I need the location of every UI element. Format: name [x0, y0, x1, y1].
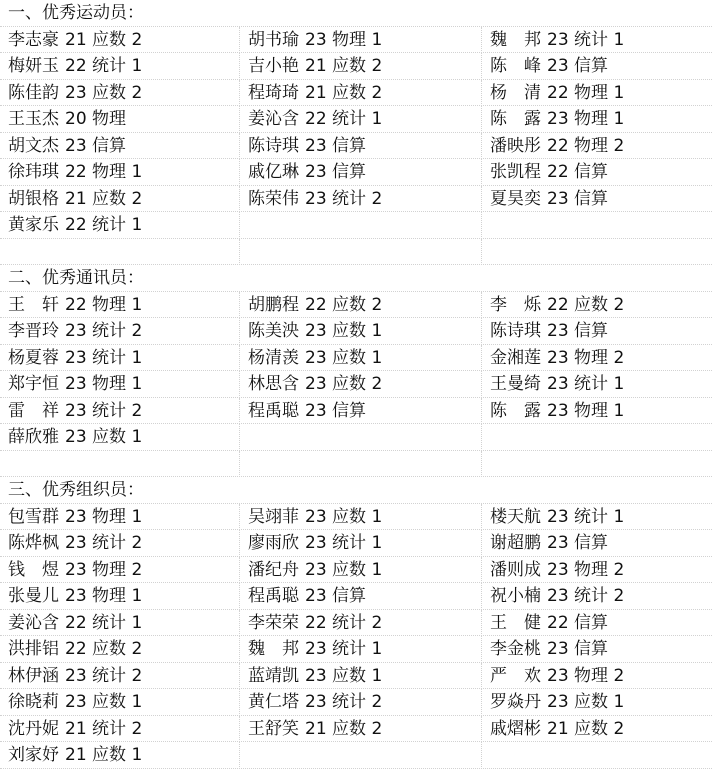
awardee-cell[interactable]	[482, 583, 712, 610]
awardee-class: 22 信算	[547, 162, 609, 182]
awardee-cell[interactable]	[0, 716, 240, 743]
awardee-class: 23 应数 1	[305, 559, 383, 580]
awardee-class: 22 物理 1	[65, 294, 143, 315]
awardee-cell[interactable]	[482, 212, 712, 239]
awardee-class: 23 统计 2	[65, 321, 143, 341]
awardee-name: 夏昊奕	[490, 188, 541, 209]
awardee-class: 23 应数 1	[65, 427, 143, 447]
awardee-cell[interactable]	[0, 345, 240, 372]
awardee-name: 王曼绮	[490, 374, 541, 394]
empty-cell[interactable]	[0, 451, 240, 478]
name-row	[0, 53, 712, 80]
awardee-class: 23 应数 2	[65, 82, 143, 103]
name-row	[0, 424, 712, 451]
section-title: 二、优秀通讯员：	[8, 268, 144, 288]
awardee-class: 23 信算	[305, 162, 367, 182]
awardee-name: 徐晓莉	[8, 692, 59, 712]
awardee-name: 谢超鹏	[490, 533, 541, 553]
awardee-cell[interactable]	[482, 689, 712, 716]
awardee-name: 张曼儿	[8, 586, 59, 606]
name-row	[0, 689, 712, 716]
awardee-cell[interactable]	[0, 292, 240, 319]
awardee-class: 23 信算	[65, 135, 127, 156]
awardee-class: 21 统计 2	[65, 718, 143, 739]
name-row	[0, 27, 712, 54]
awardee-class: 23 物理 2	[65, 559, 143, 580]
name-row	[0, 742, 712, 769]
awardee-cell[interactable]	[0, 610, 240, 637]
awardee-cell[interactable]	[482, 345, 712, 372]
awardee-cell[interactable]	[482, 663, 712, 690]
awardee-class: 23 物理 1	[305, 29, 383, 50]
awardee-cell[interactable]	[240, 610, 482, 637]
awardee-name: 楼天航	[490, 506, 541, 527]
awardee-name: 郑宇恒	[8, 374, 59, 394]
awardee-name: 陈 露	[490, 109, 541, 129]
awardee-class: 23 信算	[547, 321, 609, 341]
awardee-name: 李 烁	[490, 294, 541, 315]
awardee-cell[interactable]	[240, 557, 482, 584]
awardee-name: 林伊涵	[8, 665, 59, 686]
awardee-class: 23 统计 2	[65, 533, 143, 553]
awardee-name: 李志豪	[8, 29, 59, 50]
empty-cell[interactable]	[482, 239, 712, 266]
awardee-class: 23 统计 1	[547, 506, 625, 527]
awardee-cell[interactable]	[482, 398, 712, 425]
awardee-name: 潘纪舟	[248, 559, 299, 580]
name-row	[0, 212, 712, 239]
name-row	[0, 716, 712, 743]
awardee-name: 包雪群	[8, 506, 59, 527]
awardee-class: 23 应数 1	[305, 506, 383, 527]
awardee-cell[interactable]	[240, 663, 482, 690]
awardee-cell[interactable]	[240, 80, 482, 107]
awardee-class: 23 统计 1	[547, 374, 625, 394]
awardee-name: 薛欣雅	[8, 427, 59, 447]
awardee-class: 23 应数 2	[305, 374, 383, 394]
awardee-cell[interactable]	[240, 345, 482, 372]
awardee-cell[interactable]	[482, 159, 712, 186]
awardee-name: 洪排铝	[8, 639, 59, 659]
blank-row	[0, 451, 712, 478]
awardee-cell[interactable]	[240, 212, 482, 239]
awardee-name: 程禹聪	[248, 586, 299, 606]
awardee-cell[interactable]	[240, 689, 482, 716]
name-row	[0, 557, 712, 584]
name-row	[0, 133, 712, 160]
name-row	[0, 159, 712, 186]
awardee-cell[interactable]	[0, 80, 240, 107]
awardee-class: 23 统计 2	[65, 665, 143, 686]
awardee-cell[interactable]	[240, 159, 482, 186]
awardee-name: 魏 邦	[248, 639, 299, 659]
awardee-cell[interactable]	[0, 689, 240, 716]
awardee-name: 李金桃	[490, 639, 541, 659]
awardee-name: 程禹聪	[248, 400, 299, 421]
awardee-cell[interactable]	[240, 504, 482, 531]
awardee-class: 23 统计 1	[65, 347, 143, 368]
awardee-name: 黄家乐	[8, 215, 59, 235]
awardee-name: 陈美泱	[248, 321, 299, 341]
awardee-class: 21 应数 2	[305, 82, 383, 103]
awardee-cell[interactable]	[482, 80, 712, 107]
awardee-class: 22 应数 2	[305, 294, 383, 315]
awardee-cell[interactable]	[0, 557, 240, 584]
awardee-cell[interactable]	[240, 398, 482, 425]
name-row	[0, 80, 712, 107]
awardee-cell[interactable]	[240, 583, 482, 610]
awardee-cell[interactable]	[0, 53, 240, 80]
awardee-name: 祝小楠	[490, 586, 541, 606]
empty-cell[interactable]	[240, 451, 482, 478]
awardee-class: 23 统计 1	[547, 29, 625, 50]
awardee-cell[interactable]	[240, 742, 482, 769]
section-title: 一、优秀运动员：	[8, 3, 144, 23]
section-title-row	[0, 265, 712, 292]
awardee-name: 陈 露	[490, 400, 541, 421]
awardee-cell[interactable]	[482, 53, 712, 80]
awardee-name: 潘映彤	[490, 135, 541, 156]
awardee-class: 23 统计 2	[305, 188, 383, 209]
name-row	[0, 186, 712, 213]
empty-cell[interactable]	[0, 239, 240, 266]
awardee-class: 23 应数 1	[65, 692, 143, 712]
awardee-cell[interactable]	[240, 424, 482, 451]
awardee-name: 戚熠彬	[490, 718, 541, 739]
awardee-name: 程琦琦	[248, 82, 299, 103]
awardee-class: 22 统计 1	[305, 109, 383, 129]
awardee-cell[interactable]	[482, 318, 712, 345]
awardee-class: 22 统计 1	[65, 56, 143, 76]
name-row	[0, 530, 712, 557]
awardee-name: 胡书瑜	[248, 29, 299, 50]
awardee-class: 22 应数 2	[547, 294, 625, 315]
awardee-cell[interactable]	[482, 610, 712, 637]
awardee-class: 23 物理 1	[547, 109, 625, 129]
awardee-name: 陈荣伟	[248, 188, 299, 209]
awardee-name: 戚亿琳	[248, 162, 299, 182]
name-row	[0, 318, 712, 345]
name-row	[0, 106, 712, 133]
awardee-cell[interactable]	[0, 424, 240, 451]
awardee-cell[interactable]	[482, 504, 712, 531]
awardee-class: 22 应数 2	[65, 639, 143, 659]
awardee-class: 23 应数 1	[547, 692, 625, 712]
awardee-class: 22 物理 1	[547, 82, 625, 103]
awardee-name: 姜沁含	[8, 612, 59, 633]
awardee-class: 23 信算	[547, 188, 609, 209]
awardee-cell[interactable]	[240, 53, 482, 80]
awardee-name: 廖雨欣	[248, 533, 299, 553]
awardee-class: 21 应数 2	[547, 718, 625, 739]
name-row	[0, 371, 712, 398]
awardee-class: 23 物理 1	[65, 586, 143, 606]
awardee-cell[interactable]	[482, 557, 712, 584]
awardee-class: 23 统计 1	[305, 639, 383, 659]
name-row	[0, 663, 712, 690]
empty-cell[interactable]	[240, 239, 482, 266]
name-row	[0, 636, 712, 663]
awardee-class: 23 信算	[547, 533, 609, 553]
awardee-name: 金湘莲	[490, 347, 541, 368]
section-title-row	[0, 477, 712, 504]
awardee-class: 23 信算	[305, 135, 367, 156]
awardee-name: 吉小艳	[248, 56, 299, 76]
awardee-class: 23 统计 2	[305, 692, 383, 712]
awardee-class: 22 统计 1	[65, 612, 143, 633]
awardee-cell[interactable]	[0, 318, 240, 345]
awardee-name: 吴翊菲	[248, 506, 299, 527]
awardee-cell[interactable]	[482, 27, 712, 54]
awardee-cell[interactable]	[482, 186, 712, 213]
awardee-class: 23 物理 1	[547, 400, 625, 421]
awardee-name: 李晋玲	[8, 321, 59, 341]
awardee-class: 23 物理 1	[65, 374, 143, 394]
awardee-class: 23 物理 2	[547, 665, 625, 686]
awardee-cell[interactable]	[240, 292, 482, 319]
empty-cell[interactable]	[482, 451, 712, 478]
awardee-name: 姜沁含	[248, 109, 299, 129]
section-title-row	[0, 0, 712, 27]
awardee-class: 22 统计 2	[305, 612, 383, 633]
name-row	[0, 398, 712, 425]
awardee-cell[interactable]	[0, 398, 240, 425]
awardee-name: 杨 清	[490, 82, 541, 103]
awardee-name: 蓝靖凯	[248, 665, 299, 686]
awardee-name: 张凯程	[490, 162, 541, 182]
awardee-cell[interactable]	[0, 371, 240, 398]
awardee-class: 23 统计 2	[547, 586, 625, 606]
awardee-name: 陈佳韵	[8, 82, 59, 103]
awardee-cell[interactable]	[0, 583, 240, 610]
awardee-cell[interactable]	[482, 371, 712, 398]
awardee-class: 23 信算	[547, 639, 609, 659]
awardee-cell[interactable]	[0, 133, 240, 160]
awardee-cell[interactable]	[0, 27, 240, 54]
awardee-cell[interactable]	[0, 636, 240, 663]
awardee-name: 王 轩	[8, 294, 59, 315]
awardee-class: 22 统计 1	[65, 215, 143, 235]
awardee-cell[interactable]	[240, 371, 482, 398]
awardee-cell[interactable]	[240, 133, 482, 160]
awardee-class: 21 应数 2	[65, 29, 143, 50]
awardee-class: 22 物理 2	[547, 135, 625, 156]
awardee-cell[interactable]	[240, 27, 482, 54]
awardee-cell[interactable]	[240, 716, 482, 743]
awardee-cell[interactable]	[482, 133, 712, 160]
awardee-name: 李荣荣	[248, 612, 299, 633]
awardee-class: 23 信算	[305, 400, 367, 421]
awardee-cell[interactable]	[240, 318, 482, 345]
awardee-class: 22 物理 1	[65, 162, 143, 182]
awardee-cell[interactable]	[482, 530, 712, 557]
section-title: 三、优秀组织员：	[8, 480, 144, 500]
awardee-class: 23 应数 1	[305, 665, 383, 686]
awardee-cell[interactable]	[482, 106, 712, 133]
awardee-name: 陈诗琪	[248, 135, 299, 156]
name-row	[0, 504, 712, 531]
name-row	[0, 583, 712, 610]
blank-row	[0, 239, 712, 266]
awardee-name: 胡文杰	[8, 135, 59, 156]
awardee-cell[interactable]	[240, 106, 482, 133]
awardee-cell[interactable]	[482, 424, 712, 451]
awardee-cell[interactable]	[240, 530, 482, 557]
awardee-name: 钱 煜	[8, 559, 59, 580]
awardee-cell[interactable]	[0, 186, 240, 213]
awardee-class: 23 信算	[547, 56, 609, 76]
awardee-cell[interactable]	[482, 292, 712, 319]
awardee-name: 沈丹妮	[8, 718, 59, 739]
awardee-name: 王 健	[490, 612, 541, 633]
awardee-name: 杨清羡	[248, 347, 299, 368]
awardee-class: 21 应数 2	[305, 718, 383, 739]
awardee-class: 23 统计 1	[305, 533, 383, 553]
awardee-name: 雷 祥	[8, 400, 59, 421]
awardee-class: 23 物理 1	[65, 506, 143, 527]
awardee-name: 徐玮琪	[8, 162, 59, 182]
awardee-class: 23 应数 1	[305, 347, 383, 368]
awardee-cell[interactable]	[482, 636, 712, 663]
awardee-class: 21 应数 1	[65, 745, 143, 765]
awardee-name: 王玉杰	[8, 109, 59, 129]
awardee-cell[interactable]	[482, 716, 712, 743]
awardee-name: 胡银格	[8, 188, 59, 209]
awardee-cell[interactable]	[240, 636, 482, 663]
awardee-cell[interactable]	[0, 159, 240, 186]
awardee-name: 潘则成	[490, 559, 541, 580]
awardee-cell[interactable]	[482, 742, 712, 769]
awardee-name: 梅妍玉	[8, 56, 59, 76]
awardee-name: 严 欢	[490, 665, 541, 686]
awardee-cell[interactable]	[0, 530, 240, 557]
awardee-cell[interactable]	[0, 742, 240, 769]
awardee-cell[interactable]	[0, 504, 240, 531]
awardee-name: 黄仁塔	[248, 692, 299, 712]
awardee-class: 23 物理 2	[547, 347, 625, 368]
awardee-name: 林思含	[248, 374, 299, 394]
awardee-class: 21 应数 2	[65, 188, 143, 209]
awardee-name: 魏 邦	[490, 29, 541, 50]
awardee-cell[interactable]	[0, 212, 240, 239]
awardee-name: 陈烨枫	[8, 533, 59, 553]
awardee-class: 23 统计 2	[65, 400, 143, 421]
awardee-cell[interactable]	[0, 663, 240, 690]
awardee-name: 王舒笑	[248, 718, 299, 739]
awardee-class: 23 物理 2	[547, 559, 625, 580]
awardee-class: 20 物理	[65, 109, 127, 129]
name-row	[0, 610, 712, 637]
name-row	[0, 292, 712, 319]
awardee-class: 23 信算	[305, 586, 367, 606]
name-row	[0, 345, 712, 372]
awardee-cell[interactable]	[240, 186, 482, 213]
awardee-class: 22 信算	[547, 612, 609, 633]
awardee-name: 陈 峰	[490, 56, 541, 76]
awardee-name: 刘家妤	[8, 745, 59, 765]
awardee-class: 21 应数 2	[305, 56, 383, 76]
awardee-name: 陈诗琪	[490, 321, 541, 341]
awardee-name: 胡鹏程	[248, 294, 299, 315]
awardee-name: 罗焱丹	[490, 692, 541, 712]
awardee-cell[interactable]	[0, 106, 240, 133]
awardee-name: 杨夏蓉	[8, 347, 59, 368]
awardee-class: 23 应数 1	[305, 321, 383, 341]
